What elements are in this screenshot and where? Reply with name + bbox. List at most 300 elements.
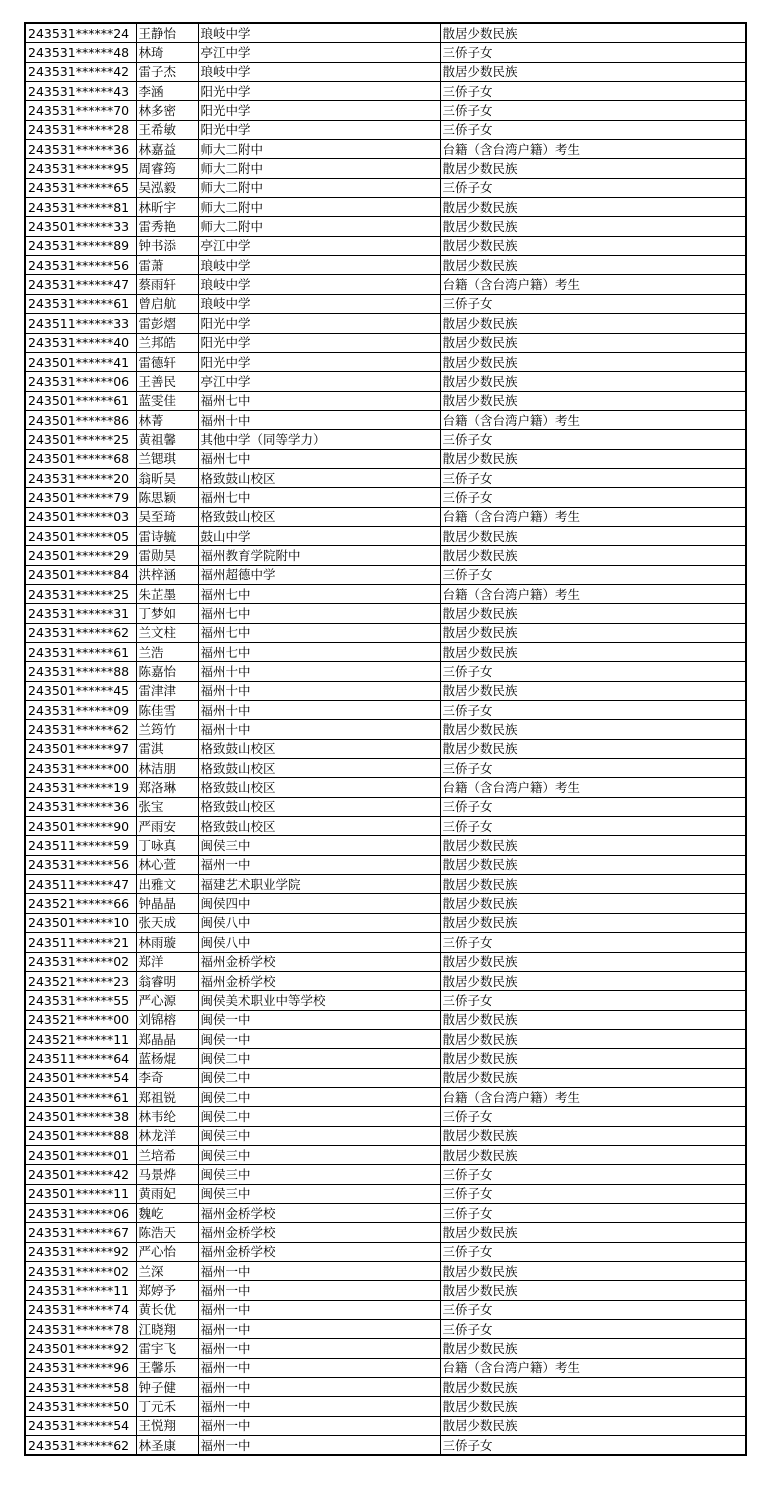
table-row: [25, 797, 746, 816]
category-cell: 三侨子女: [440, 817, 746, 836]
student-name-cell: 严心怡: [136, 1242, 198, 1261]
category-cell: 三侨子女: [440, 1436, 746, 1456]
school-cell: 福州十中: [198, 720, 440, 739]
category-cell: 散居少数民族: [440, 739, 746, 758]
student-name-cell: 李奇: [136, 1068, 198, 1087]
category-cell: 三侨子女: [440, 178, 746, 197]
table-row: [25, 23, 746, 43]
category-cell: 台籍（含台湾户籍）考生: [440, 140, 746, 159]
category-cell: 三侨子女: [440, 1165, 746, 1184]
student-name-cell: 曾启航: [136, 294, 198, 313]
table-row: [25, 1262, 746, 1281]
exam-number-cell: 243531******00: [25, 759, 136, 778]
student-name-cell: 雷彭熠: [136, 314, 198, 333]
table-row: [25, 1068, 746, 1087]
student-name-cell: 王悦翔: [136, 1416, 198, 1435]
school-cell: 闽侯八中: [198, 933, 440, 952]
category-cell: 散居少数民族: [440, 1068, 746, 1087]
exam-number-cell: 243531******50: [25, 1397, 136, 1416]
student-name-cell: 王馨乐: [136, 1358, 198, 1377]
school-cell: 师大二附中: [198, 140, 440, 159]
category-cell: 台籍（含台湾户籍）考生: [440, 410, 746, 429]
category-cell: 散居少数民族: [440, 62, 746, 81]
exam-number-cell: 243531******54: [25, 1416, 136, 1435]
table-row: [25, 333, 746, 352]
exam-number-cell: 243511******59: [25, 836, 136, 855]
exam-number-cell: 243501******11: [25, 1184, 136, 1203]
category-cell: 三侨子女: [440, 488, 746, 507]
student-name-cell: 雷德轩: [136, 352, 198, 371]
exam-number-cell: 243531******02: [25, 1262, 136, 1281]
table-row: [25, 159, 746, 178]
exam-number-cell: 243531******88: [25, 662, 136, 681]
category-cell: 散居少数民族: [440, 1416, 746, 1435]
category-cell: 三侨子女: [440, 468, 746, 487]
school-cell: 福州一中: [198, 1281, 440, 1300]
table-row: [25, 1087, 746, 1106]
student-name-cell: 魏屹: [136, 1203, 198, 1222]
school-cell: 闽侯三中: [198, 836, 440, 855]
student-name-cell: 林嘉益: [136, 140, 198, 159]
school-cell: 鼓山中学: [198, 526, 440, 545]
table-row: [25, 507, 746, 526]
exam-number-cell: 243501******86: [25, 410, 136, 429]
exam-number-cell: 243531******06: [25, 372, 136, 391]
student-name-cell: 黄长优: [136, 1300, 198, 1319]
school-cell: 闽侯一中: [198, 1010, 440, 1029]
student-name-cell: 丁元禾: [136, 1397, 198, 1416]
exam-number-cell: 243531******56: [25, 855, 136, 874]
table-row: [25, 1320, 746, 1339]
student-name-cell: 林昕宇: [136, 198, 198, 217]
student-name-cell: 兰邦皓: [136, 333, 198, 352]
school-cell: 阳光中学: [198, 314, 440, 333]
table-row: [25, 82, 746, 101]
school-cell: 福建艺术职业学院: [198, 875, 440, 894]
school-cell: 闽侯美术职业中等学校: [198, 991, 440, 1010]
school-cell: 福州七中: [198, 584, 440, 603]
exam-number-cell: 243531******48: [25, 43, 136, 62]
exam-number-cell: 243531******06: [25, 1203, 136, 1222]
school-cell: 师大二附中: [198, 217, 440, 236]
category-cell: 散居少数民族: [440, 836, 746, 855]
category-cell: 散居少数民族: [440, 623, 746, 642]
student-name-cell: 雷宇飞: [136, 1339, 198, 1358]
school-cell: 福州一中: [198, 1320, 440, 1339]
school-cell: 阳光中学: [198, 82, 440, 101]
category-cell: 台籍（含台湾户籍）考生: [440, 1358, 746, 1377]
student-name-cell: 出雅文: [136, 875, 198, 894]
exam-number-cell: 243501******42: [25, 1165, 136, 1184]
category-cell: 三侨子女: [440, 43, 746, 62]
table-row: [25, 1145, 746, 1164]
category-cell: 散居少数民族: [440, 23, 746, 43]
table-row: [25, 623, 746, 642]
school-cell: 格致鼓山校区: [198, 739, 440, 758]
school-cell: 福州一中: [198, 1416, 440, 1435]
exam-number-cell: 243531******55: [25, 991, 136, 1010]
exam-number-cell: 243501******38: [25, 1107, 136, 1126]
exam-number-cell: 243501******01: [25, 1145, 136, 1164]
student-name-cell: 兰浩: [136, 643, 198, 662]
table-row: [25, 933, 746, 952]
school-cell: 福州超德中学: [198, 565, 440, 584]
table-row: [25, 701, 746, 720]
category-cell: 三侨子女: [440, 1203, 746, 1222]
student-name-cell: 马景烨: [136, 1165, 198, 1184]
table-row: [25, 1242, 746, 1261]
category-cell: 散居少数民族: [440, 1049, 746, 1068]
school-cell: 福州一中: [198, 1436, 440, 1456]
table-row: [25, 294, 746, 313]
student-name-cell: 张宝: [136, 797, 198, 816]
table-row: [25, 217, 746, 236]
school-cell: 福州七中: [198, 488, 440, 507]
table-row: [25, 62, 746, 81]
category-cell: 散居少数民族: [440, 1010, 746, 1029]
table-row: [25, 991, 746, 1010]
table-row: [25, 256, 746, 275]
category-cell: 散居少数民族: [440, 1029, 746, 1048]
table-row: [25, 913, 746, 932]
exam-number-cell: 243531******70: [25, 101, 136, 120]
table-row: [25, 120, 746, 139]
exam-number-cell: 243531******62: [25, 720, 136, 739]
category-cell: 散居少数民族: [440, 952, 746, 971]
school-cell: 格致鼓山校区: [198, 778, 440, 797]
school-cell: 闽侯八中: [198, 913, 440, 932]
exam-number-cell: 243501******41: [25, 352, 136, 371]
category-cell: 三侨子女: [440, 101, 746, 120]
school-cell: 师大二附中: [198, 198, 440, 217]
student-name-cell: 王善民: [136, 372, 198, 391]
table-row: [25, 1358, 746, 1377]
school-cell: 福州金桥学校: [198, 1242, 440, 1261]
category-cell: 散居少数民族: [440, 1339, 746, 1358]
table-row: [25, 565, 746, 584]
table-row: [25, 971, 746, 990]
student-name-cell: 林琦: [136, 43, 198, 62]
student-name-cell: 蓝雯佳: [136, 391, 198, 410]
school-cell: 福州一中: [198, 1378, 440, 1397]
exam-number-cell: 243531******89: [25, 236, 136, 255]
school-cell: 师大二附中: [198, 178, 440, 197]
exam-number-cell: 243531******74: [25, 1300, 136, 1319]
student-name-cell: 雷勋昊: [136, 546, 198, 565]
category-cell: 散居少数民族: [440, 875, 746, 894]
student-name-cell: 雷萧: [136, 256, 198, 275]
student-name-cell: 林菁: [136, 410, 198, 429]
school-cell: 福州金桥学校: [198, 1203, 440, 1222]
exam-number-cell: 243501******79: [25, 488, 136, 507]
student-name-cell: 黄雨妃: [136, 1184, 198, 1203]
student-name-cell: 吴至琦: [136, 507, 198, 526]
exam-number-cell: 243531******81: [25, 198, 136, 217]
category-cell: 三侨子女: [440, 430, 746, 449]
exam-number-cell: 243511******33: [25, 314, 136, 333]
student-name-cell: 钟晶晶: [136, 894, 198, 913]
school-cell: 闽侯四中: [198, 894, 440, 913]
school-cell: 福州金桥学校: [198, 1223, 440, 1242]
table-row: [25, 836, 746, 855]
category-cell: 散居少数民族: [440, 372, 746, 391]
student-name-cell: 郑婷予: [136, 1281, 198, 1300]
student-name-cell: 蔡雨轩: [136, 275, 198, 294]
category-cell: 散居少数民族: [440, 391, 746, 410]
exam-number-cell: 243531******95: [25, 159, 136, 178]
table-row: [25, 1223, 746, 1242]
student-name-cell: 郑洋: [136, 952, 198, 971]
school-cell: 福州十中: [198, 662, 440, 681]
student-name-cell: 林多密: [136, 101, 198, 120]
exam-number-cell: 243511******21: [25, 933, 136, 952]
student-name-cell: 王静怡: [136, 23, 198, 43]
student-name-cell: 兰培希: [136, 1145, 198, 1164]
table-row: [25, 855, 746, 874]
category-cell: 散居少数民族: [440, 894, 746, 913]
table-row: [25, 468, 746, 487]
exam-number-cell: 243501******90: [25, 817, 136, 836]
table-row: [25, 1416, 746, 1435]
exam-number-cell: 243501******25: [25, 430, 136, 449]
school-cell: 福州一中: [198, 1358, 440, 1377]
school-cell: 格致鼓山校区: [198, 797, 440, 816]
table-row: [25, 604, 746, 623]
student-name-cell: 吴泓毅: [136, 178, 198, 197]
table-row: [25, 488, 746, 507]
exam-number-cell: 243531******61: [25, 294, 136, 313]
exam-number-cell: 243531******36: [25, 140, 136, 159]
category-cell: 三侨子女: [440, 991, 746, 1010]
student-name-cell: 雷秀艳: [136, 217, 198, 236]
table-row: [25, 1107, 746, 1126]
table-row: [25, 952, 746, 971]
school-cell: 亭江中学: [198, 236, 440, 255]
exam-number-cell: 243531******02: [25, 952, 136, 971]
school-cell: 福州十中: [198, 701, 440, 720]
school-cell: 福州七中: [198, 391, 440, 410]
category-cell: 散居少数民族: [440, 1378, 746, 1397]
category-cell: 散居少数民族: [440, 681, 746, 700]
student-name-cell: 林韦纶: [136, 1107, 198, 1126]
category-cell: 散居少数民族: [440, 604, 746, 623]
category-cell: 散居少数民族: [440, 855, 746, 874]
table-row: [25, 410, 746, 429]
student-name-cell: 钟子健: [136, 1378, 198, 1397]
category-cell: 三侨子女: [440, 933, 746, 952]
category-cell: 三侨子女: [440, 82, 746, 101]
school-cell: 福州一中: [198, 1339, 440, 1358]
exam-number-cell: 243531******40: [25, 333, 136, 352]
school-cell: 福州一中: [198, 1262, 440, 1281]
exam-number-cell: 243531******67: [25, 1223, 136, 1242]
school-cell: 福州教育学院附中: [198, 546, 440, 565]
table-row: [25, 894, 746, 913]
exam-number-cell: 243501******05: [25, 526, 136, 545]
category-cell: 三侨子女: [440, 294, 746, 313]
exam-number-cell: 243531******24: [25, 23, 136, 43]
applicant-table: [24, 22, 747, 1456]
exam-number-cell: 243531******43: [25, 82, 136, 101]
school-cell: 福州一中: [198, 1397, 440, 1416]
table-row: [25, 817, 746, 836]
table-row: [25, 739, 746, 758]
exam-number-cell: 243501******29: [25, 546, 136, 565]
table-row: [25, 662, 746, 681]
student-name-cell: 雷津津: [136, 681, 198, 700]
school-cell: 格致鼓山校区: [198, 468, 440, 487]
exam-number-cell: 243511******47: [25, 875, 136, 894]
school-cell: 福州一中: [198, 1300, 440, 1319]
student-name-cell: 雷诗毓: [136, 526, 198, 545]
category-cell: 散居少数民族: [440, 217, 746, 236]
table-row: [25, 314, 746, 333]
school-cell: 闽侯三中: [198, 1145, 440, 1164]
school-cell: 其他中学（同等学力）: [198, 430, 440, 449]
school-cell: 琅岐中学: [198, 23, 440, 43]
school-cell: 阳光中学: [198, 101, 440, 120]
table-row: [25, 1339, 746, 1358]
student-name-cell: 陈佳雪: [136, 701, 198, 720]
exam-number-cell: 243531******92: [25, 1242, 136, 1261]
school-cell: 阳光中学: [198, 120, 440, 139]
exam-number-cell: 243531******56: [25, 256, 136, 275]
school-cell: 闽侯一中: [198, 1029, 440, 1048]
category-cell: 三侨子女: [440, 1242, 746, 1261]
table-row: [25, 643, 746, 662]
exam-number-cell: 243521******00: [25, 1010, 136, 1029]
exam-number-cell: 243531******19: [25, 778, 136, 797]
category-cell: 台籍（含台湾户籍）考生: [440, 778, 746, 797]
student-name-cell: 丁梦如: [136, 604, 198, 623]
exam-number-cell: 243501******10: [25, 913, 136, 932]
exam-number-cell: 243531******96: [25, 1358, 136, 1377]
exam-number-cell: 243501******54: [25, 1068, 136, 1087]
student-name-cell: 兰深: [136, 1262, 198, 1281]
school-cell: 福州十中: [198, 681, 440, 700]
student-name-cell: 王希敏: [136, 120, 198, 139]
school-cell: 格致鼓山校区: [198, 507, 440, 526]
student-name-cell: 江晓翔: [136, 1320, 198, 1339]
table-row: [25, 101, 746, 120]
exam-number-cell: 243501******97: [25, 739, 136, 758]
category-cell: 散居少数民族: [440, 720, 746, 739]
category-cell: 散居少数民族: [440, 352, 746, 371]
table-row: [25, 1300, 746, 1319]
category-cell: 散居少数民族: [440, 643, 746, 662]
student-name-cell: 兰锶琪: [136, 449, 198, 468]
student-name-cell: 雷淇: [136, 739, 198, 758]
category-cell: 散居少数民族: [440, 913, 746, 932]
exam-number-cell: 243531******61: [25, 643, 136, 662]
exam-number-cell: 243501******03: [25, 507, 136, 526]
category-cell: 散居少数民族: [440, 449, 746, 468]
table-row: [25, 372, 746, 391]
exam-number-cell: 243501******84: [25, 565, 136, 584]
table-body: [25, 23, 746, 1455]
exam-number-cell: 243531******28: [25, 120, 136, 139]
category-cell: 散居少数民族: [440, 1223, 746, 1242]
school-cell: 福州七中: [198, 604, 440, 623]
school-cell: 闽侯二中: [198, 1087, 440, 1106]
school-cell: 福州七中: [198, 449, 440, 468]
category-cell: 散居少数民族: [440, 256, 746, 275]
school-cell: 福州七中: [198, 643, 440, 662]
school-cell: 格致鼓山校区: [198, 817, 440, 836]
table-row: [25, 1029, 746, 1048]
category-cell: 台籍（含台湾户籍）考生: [440, 1087, 746, 1106]
exam-number-cell: 243531******36: [25, 797, 136, 816]
exam-number-cell: 243501******61: [25, 391, 136, 410]
table-row: [25, 526, 746, 545]
school-cell: 亭江中学: [198, 43, 440, 62]
category-cell: 三侨子女: [440, 1184, 746, 1203]
exam-number-cell: 243521******11: [25, 1029, 136, 1048]
student-name-cell: 丁咏真: [136, 836, 198, 855]
school-cell: 福州金桥学校: [198, 971, 440, 990]
category-cell: 散居少数民族: [440, 1262, 746, 1281]
exam-number-cell: 243531******65: [25, 178, 136, 197]
exam-number-cell: 243531******78: [25, 1320, 136, 1339]
student-name-cell: 兰文柱: [136, 623, 198, 642]
category-cell: 三侨子女: [440, 701, 746, 720]
category-cell: 散居少数民族: [440, 1397, 746, 1416]
student-name-cell: 朱芷墨: [136, 584, 198, 603]
exam-number-cell: 243501******33: [25, 217, 136, 236]
category-cell: 台籍（含台湾户籍）考生: [440, 507, 746, 526]
table-row: [25, 1378, 746, 1397]
student-name-cell: 陈思颖: [136, 488, 198, 507]
exam-number-cell: 243531******62: [25, 1436, 136, 1456]
category-cell: 散居少数民族: [440, 159, 746, 178]
table-row: [25, 546, 746, 565]
table-row: [25, 681, 746, 700]
school-cell: 琅岐中学: [198, 62, 440, 81]
exam-number-cell: 243531******47: [25, 275, 136, 294]
exam-number-cell: 243531******11: [25, 1281, 136, 1300]
student-name-cell: 林心萱: [136, 855, 198, 874]
category-cell: 散居少数民族: [440, 971, 746, 990]
student-name-cell: 严雨安: [136, 817, 198, 836]
student-name-cell: 陈嘉怡: [136, 662, 198, 681]
student-name-cell: 林雨璇: [136, 933, 198, 952]
category-cell: 散居少数民族: [440, 198, 746, 217]
category-cell: 三侨子女: [440, 759, 746, 778]
student-name-cell: 郑洛琳: [136, 778, 198, 797]
student-name-cell: 翁昕昊: [136, 468, 198, 487]
school-cell: 师大二附中: [198, 159, 440, 178]
school-cell: 福州七中: [198, 623, 440, 642]
school-cell: 格致鼓山校区: [198, 759, 440, 778]
school-cell: 闽侯二中: [198, 1068, 440, 1087]
category-cell: 三侨子女: [440, 565, 746, 584]
category-cell: 散居少数民族: [440, 314, 746, 333]
table-row: [25, 198, 746, 217]
table-row: [25, 391, 746, 410]
table-row: [25, 1281, 746, 1300]
category-cell: 散居少数民族: [440, 1126, 746, 1145]
exam-number-cell: 243531******42: [25, 62, 136, 81]
table-row: [25, 1436, 746, 1456]
table-row: [25, 449, 746, 468]
exam-number-cell: 243531******31: [25, 604, 136, 623]
table-row: [25, 236, 746, 255]
school-cell: 福州十中: [198, 410, 440, 429]
category-cell: 三侨子女: [440, 1300, 746, 1319]
exam-number-cell: 243531******20: [25, 468, 136, 487]
exam-number-cell: 243531******58: [25, 1378, 136, 1397]
student-name-cell: 林龙洋: [136, 1126, 198, 1145]
